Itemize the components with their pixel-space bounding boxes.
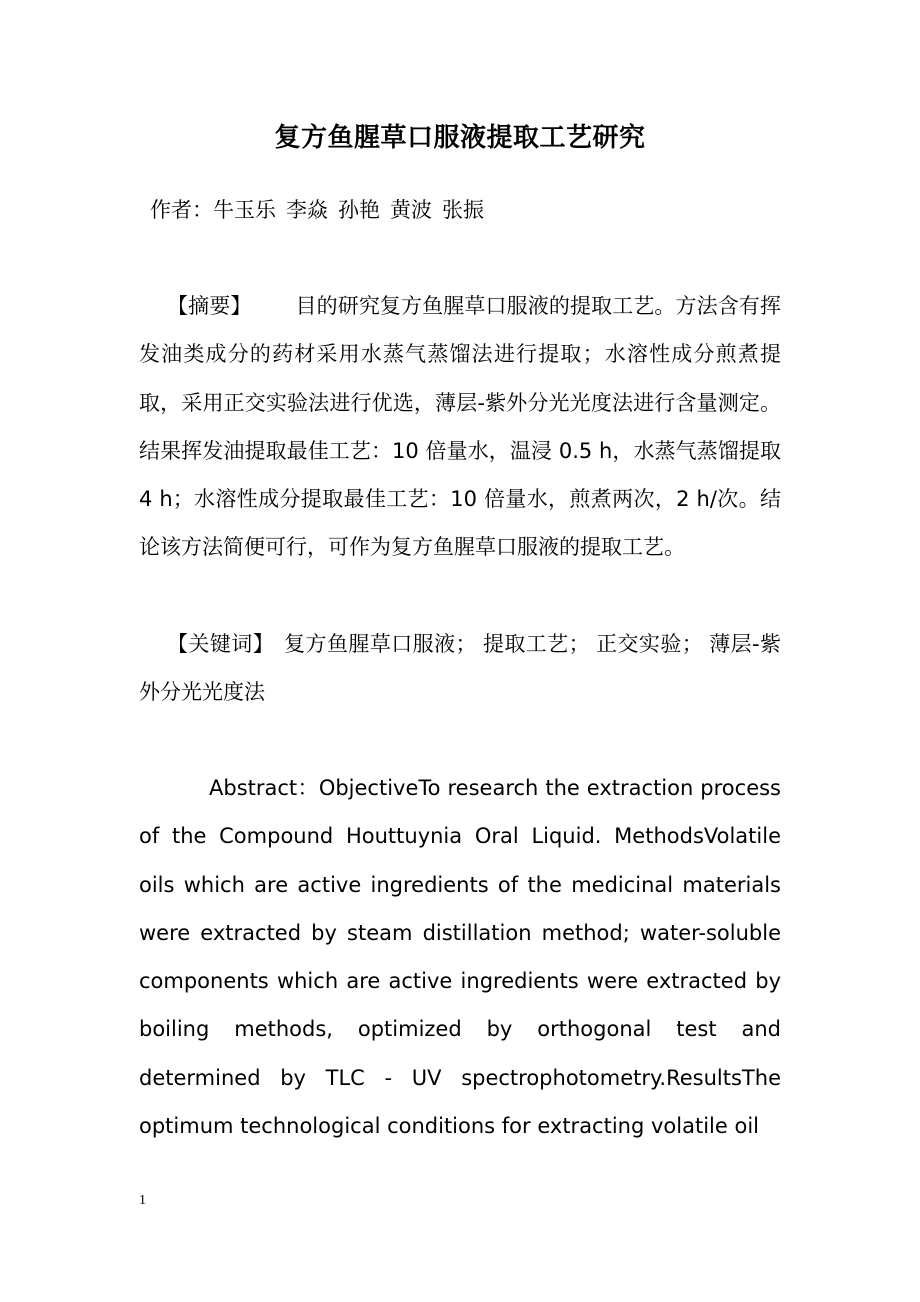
english-abstract bbox=[139, 764, 781, 1150]
document-title: 复方鱼腥草口服液提取工艺研究 bbox=[274, 123, 646, 153]
keyword: 正交实验； bbox=[595, 632, 703, 656]
keyword: 复方鱼腥草口服液； bbox=[284, 632, 477, 656]
author-line bbox=[150, 192, 494, 228]
authors-label: 作者： bbox=[150, 198, 213, 222]
chinese-abstract bbox=[139, 282, 781, 572]
keywords-section bbox=[139, 620, 781, 717]
keyword: 提取工艺； bbox=[482, 632, 590, 656]
author-name: 黄波 bbox=[390, 198, 432, 222]
english-abstract-label: Abstract： bbox=[209, 776, 319, 800]
keyword: 薄层-紫外分光光度法 bbox=[139, 632, 782, 705]
page-number: 1 bbox=[139, 1193, 146, 1208]
abstract-text: 目的研究复方鱼腥草口服液的提取工艺。方法含有挥发油类成分的药材采用水蒸气蒸馏法进行提取；水溶性成分煎煮提取，采用正交实验法进行优选，薄层-紫外分光光度法进行含量测定。结果挥发油提取最佳工艺：10 倍量水，温浸 0.5 h，水蒸气蒸馏提取 4 h；水溶性成分提取最佳工艺：10 倍量水，煎煮两次，2 h/次。结论该方法简便可行，可作为复方鱼腥草口服液的提取工艺。 bbox=[139, 294, 782, 560]
author-name: 李焱 bbox=[286, 198, 328, 222]
english-abstract-text: ObjectiveTo research the extraction process of the Compound Houttuynia Oral Liquid. MethodsVolatile oils which are active ingredients of the medicinal materials were extracted by steam distillation method; water-soluble components which are active ingredients were extracted by boiling methods, optimized by orthogonal test and determined by TLC - UV spectrophotometry.ResultsThe optimum technological conditions for extracting volatile oil bbox=[139, 776, 781, 1139]
abstract-label: 【摘要】 bbox=[167, 294, 252, 318]
keywords-label: 【关键词】 bbox=[167, 632, 275, 656]
author-name: 牛玉乐 bbox=[213, 198, 276, 222]
author-name: 张振 bbox=[442, 198, 484, 222]
author-name: 孙艳 bbox=[338, 198, 380, 222]
